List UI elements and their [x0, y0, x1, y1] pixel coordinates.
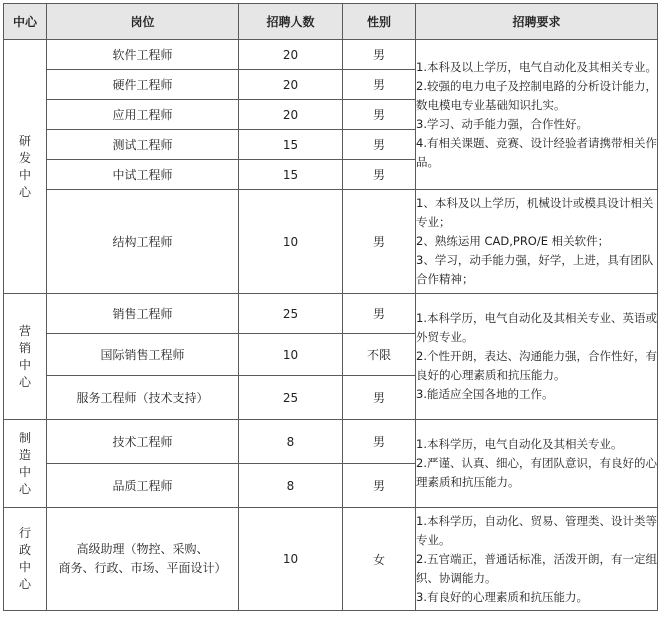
- requirement-item: 1、本科及以上学历，机械设计或模具设计相关专业；: [416, 196, 654, 229]
- gender-cell: 男: [343, 100, 416, 130]
- position-cell: 技术工程师: [47, 420, 239, 464]
- position-cell: 销售工程师: [47, 294, 239, 334]
- position-cell: 中试工程师: [47, 160, 239, 190]
- count-cell: 15: [239, 160, 343, 190]
- requirement-item: 1.本科学历，自动化、贸易、管理类、设计类等专业。: [416, 513, 657, 547]
- requirement-item: 1.本科及以上学历，电气自动化及其相关专业。: [416, 59, 657, 74]
- gender-cell: 男: [343, 160, 416, 190]
- requirement-item: 2.个性开朗，表达、沟通能力强，合作性好，有良好的心理素质和抗压能力。: [416, 349, 657, 382]
- dept-char: 中: [18, 357, 31, 372]
- requirement-item: 3.能适应全国各地的工作。: [416, 387, 554, 401]
- dept-admin: [4, 508, 47, 611]
- table-row: [4, 420, 658, 464]
- count-cell: 8: [239, 420, 343, 464]
- count-cell: 25: [239, 376, 343, 420]
- dept-char: 行: [18, 526, 31, 540]
- requirements-rd: [416, 40, 658, 190]
- dept-char: 心: [18, 374, 31, 389]
- gender-cell: 男: [343, 464, 416, 508]
- position-cell: 硬件工程师: [47, 70, 239, 100]
- gender-cell: 男: [343, 40, 416, 70]
- requirement-item: 2.严谨、认真、细心，有团队意识，有良好的心理素质和抗压能力。: [416, 456, 657, 489]
- dept-char: 发: [18, 150, 31, 165]
- dept-char: 政: [18, 543, 31, 557]
- gender-cell: 男: [343, 190, 416, 294]
- position-cell: 应用工程师: [47, 100, 239, 130]
- dept-char: 心: [18, 184, 31, 199]
- header-gender: 性别: [343, 4, 416, 40]
- position-cell: [47, 508, 239, 611]
- requirement-item: 2.较强的电力电子及控制电路的分析设计能力，数电模电专业基础知识扎实。: [416, 78, 657, 112]
- gender-cell: 男: [343, 376, 416, 420]
- dept-char: 中: [18, 560, 31, 574]
- dept-char: 心: [18, 577, 31, 591]
- header-count: 招聘人数: [239, 4, 343, 40]
- requirement-item: 3.学习、动手能力强，合作性好。: [416, 116, 588, 131]
- requirement-item: 1.本科学历，电气自动化及其相关专业。: [416, 437, 623, 451]
- dept-rd: [4, 40, 47, 294]
- dept-char: 中: [18, 464, 31, 479]
- position-cell: 品质工程师: [47, 464, 239, 508]
- position-cell: 结构工程师: [47, 190, 239, 294]
- dept-char: 销: [18, 340, 31, 355]
- dept-char: 研: [18, 133, 31, 148]
- gender-cell: 不限: [343, 334, 416, 376]
- position-cell: 软件工程师: [47, 40, 239, 70]
- count-cell: 8: [239, 464, 343, 508]
- header-requirements: 招聘要求: [416, 4, 658, 40]
- requirements-admin: [416, 508, 658, 611]
- count-cell: 15: [239, 130, 343, 160]
- gender-cell: 男: [343, 420, 416, 464]
- dept-char: 中: [18, 167, 31, 182]
- table-row: [4, 40, 658, 70]
- position-cell: 测试工程师: [47, 130, 239, 160]
- position-cell: 服务工程师（技术支持）: [47, 376, 239, 420]
- gender-cell: 女: [343, 508, 416, 611]
- header-position: 岗位: [47, 4, 239, 40]
- requirement-item: 1.本科学历，电气自动化及其相关专业、英语或外贸专业。: [416, 311, 657, 344]
- header-row: [4, 4, 658, 40]
- table-row: [4, 190, 658, 294]
- position-line: 高级助理（物控、采购、: [76, 542, 209, 556]
- count-cell: 20: [239, 100, 343, 130]
- requirement-item: 3.有良好的心理素质和抗压能力。: [416, 589, 588, 604]
- dept-char: 营: [18, 323, 31, 338]
- position-cell: 国际销售工程师: [47, 334, 239, 376]
- requirements-marketing: [416, 294, 658, 420]
- position-line: 商务、行政、市场、平面设计）: [58, 561, 227, 575]
- requirement-item: 3、学习，动手能力强，好学，上进，具有团队合作精神；: [416, 253, 654, 286]
- table-row: [4, 508, 658, 611]
- dept-manufacturing: [4, 420, 47, 508]
- dept-char: 心: [18, 481, 31, 496]
- recruitment-table: [3, 3, 658, 611]
- gender-cell: 男: [343, 294, 416, 334]
- table-row: [4, 294, 658, 334]
- gender-cell: 男: [343, 70, 416, 100]
- requirements-structural: [416, 190, 658, 294]
- dept-marketing: [4, 294, 47, 420]
- dept-char: 制: [18, 430, 31, 445]
- count-cell: 20: [239, 40, 343, 70]
- gender-cell: 男: [343, 130, 416, 160]
- requirement-item: 2、熟练运用 CAD,PRO/E 相关软件；: [416, 234, 610, 248]
- count-cell: 10: [239, 508, 343, 611]
- header-center: 中心: [4, 4, 47, 40]
- count-cell: 20: [239, 70, 343, 100]
- requirement-item: 4.有相关课题、竞赛、设计经验者请携带相关作品。: [416, 135, 657, 169]
- requirement-item: 2.五官端正，普通话标准，活泼开朗，有一定组织、协调能力。: [416, 551, 657, 585]
- count-cell: 10: [239, 190, 343, 294]
- dept-char: 造: [18, 447, 31, 462]
- count-cell: 25: [239, 294, 343, 334]
- count-cell: 10: [239, 334, 343, 376]
- requirements-manufacturing: [416, 420, 658, 508]
